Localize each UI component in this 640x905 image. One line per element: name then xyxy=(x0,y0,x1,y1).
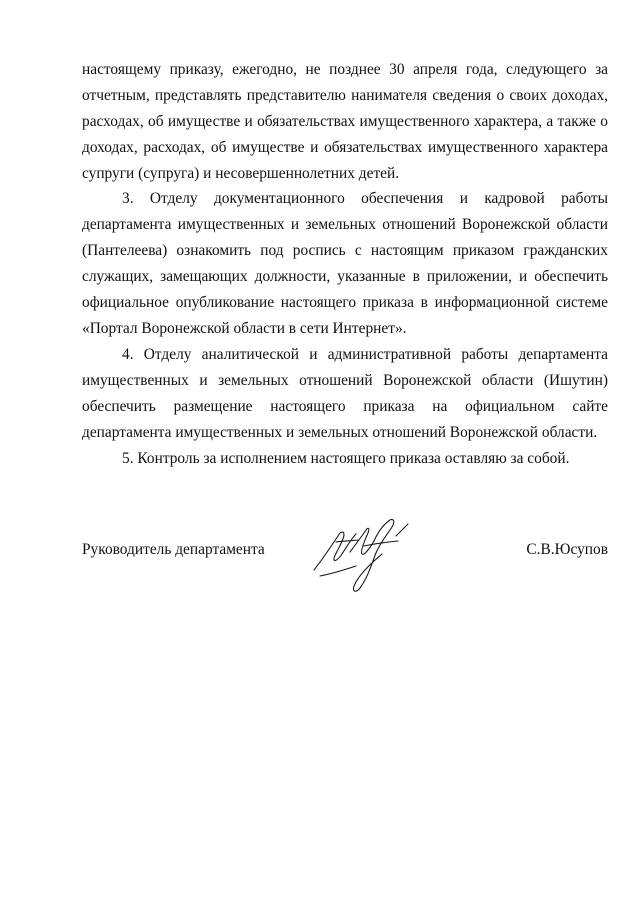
paragraph-3-line-3: (Пантелеева) ознакомить под роспись с настоящим приказом гражданских xyxy=(82,242,608,259)
paragraph-3-line-2: департамента имущественных и земельных отношений Воронежской области xyxy=(82,216,608,233)
paragraph-2-line-2: отчетным, представлять представителю нанимателя сведения о своих доходах, xyxy=(82,87,608,104)
paragraph-2-line-1: настоящему приказу, ежегодно, не позднее 30 апреля года, следующего за xyxy=(82,61,608,78)
paragraph-2-line-5: супруги (супруга) и несовершеннолетних детей. xyxy=(82,165,400,182)
paragraph-4-line-2: имущественных и земельных отношений Воронежской области (Ишутин) xyxy=(82,372,608,389)
paragraph-4-line-4: департамента имущественных и земельных отношений Воронежской области. xyxy=(82,424,598,441)
signatory-name: С.В.Юсупов xyxy=(526,541,608,558)
signatory-title: Руководитель департамента xyxy=(82,541,265,558)
paragraph-2-line-3: расходах, об имуществе и обязательствах имущественного характера, а также о xyxy=(82,113,608,130)
paragraph-5: 5. Контроль за исполнением настоящего приказа оставляю за собой. xyxy=(122,450,570,467)
paragraph-4-line-3: обеспечить размещение настоящего приказа на официальном сайте xyxy=(82,398,608,415)
paragraph-3-line-6: «Портал Воронежской области в сети Интернет». xyxy=(82,320,407,337)
paragraph-3-line-4: служащих, замещающих должности, указанные в приложении, и обеспечить xyxy=(82,268,608,285)
paragraph-2-line-4: доходах, расходах, об имуществе и обязательствах имущественного характера xyxy=(82,139,608,156)
paragraph-4-line-1: 4. Отделу аналитической и административной работы департамента xyxy=(122,346,608,363)
paragraph-3-line-1: 3. Отделу документационного обеспечения и кадровой работы xyxy=(122,190,608,207)
handwritten-signature xyxy=(300,508,420,598)
paragraph-3-line-5: официальное опубликование настоящего приказа в информационной системе xyxy=(82,294,608,311)
